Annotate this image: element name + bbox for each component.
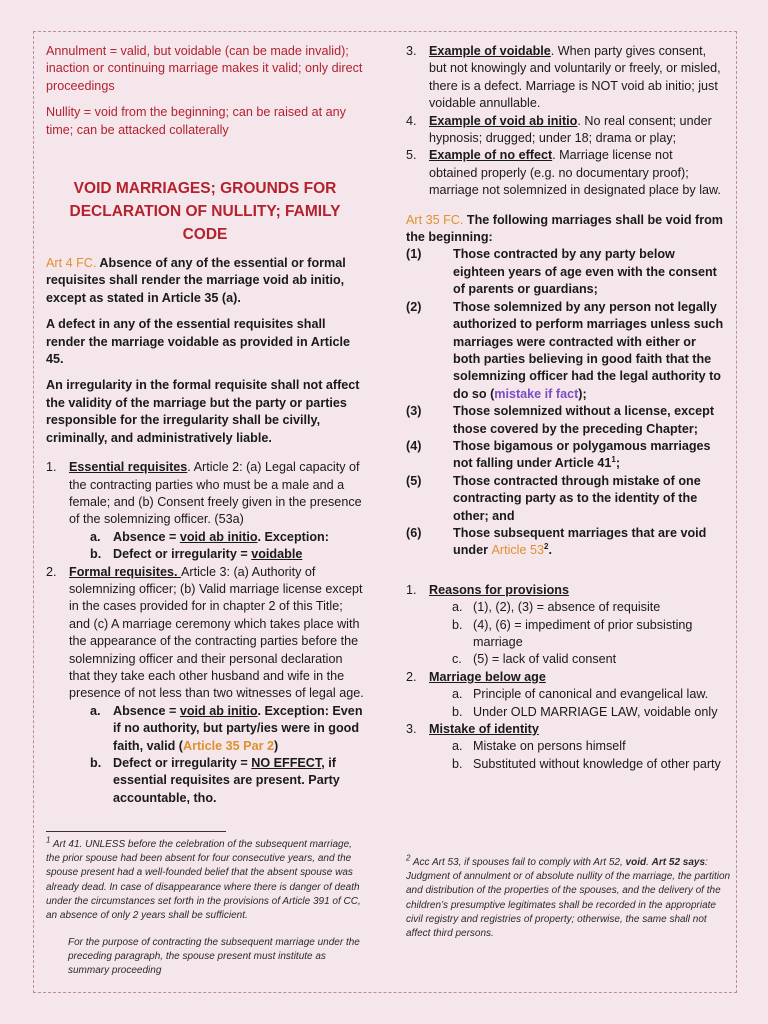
list-subitem: b. Substituted without knowledge of other party [452,756,721,771]
item-heading: Formal requisites. [69,564,181,579]
examples-list [406,43,724,200]
defect-paragraph: A defect in any of the essential requisites shall render the marriage voidable as provided in Article 45. [46,317,350,367]
formal-requisites-item: 2. Formal requisites. Article 3: (a) Authority of solemnizing officer; (b) Valid marriage license except in the cases provided for in chapter 2 of this Title; and (c) A marriage ceremony which takes place with the appearance of the contracting parties before the solemnizing officer and their personal declaration that they take each other husband and wife in the presence of not less than two witnesses of legal age. [46,564,364,701]
list-subitem: a. Mistake on persons himself [452,739,626,754]
essential-requisites-item: 1. Essential requisites. Article 2: (a) Legal capacity of the contracting parties who must be a male and a female; and (b) Consent freely given in the presence of the solemnizing officer. (53a) [46,460,362,527]
right-column [406,43,724,773]
list-item: 3. Mistake of identity [406,722,539,737]
footnote-2: $^2$ Acc Art 53, if spouses fail to comply with Art 52, void. Art 52 says: Judgment of annulment or of absolute nullity of the marriage, the partition and distribution of the properties of the spouses, and the delivery of the children’s presumptive legitimates shall be recorded in the appropriate civil registry and registries of property; otherwise, the same shall not affect third persons. [406,853,731,940]
art35-reference: Art 35 FC. [406,212,464,227]
article-35-par2-reference: Article 35 Par 2 [182,738,274,753]
list-item: 1. Reasons for provisions [406,582,569,597]
annulment-definition: Annulment = valid, but voidable (can be made invalid); inaction or continuing marriage makes it valid; only direct proceedings [46,44,363,93]
list-subitem: a. Principle of canonical and evangelical law. [452,687,709,702]
irregularity-paragraph: An irregularity in the formal requisite shall not affect the validity of the marriage but the party or parties responsible for the irregularity shall be civilly, criminally, and administratively liable. [46,378,360,445]
footnote-separator [46,831,226,832]
list-subitem: b. Defect or irregularity = voidable [90,547,303,562]
art35-list [406,246,724,559]
list-subitem: a. Absence = void ab initio. Exception: [90,529,329,544]
notes-list [406,582,724,773]
art4-reference: Art 4 FC. [46,256,97,271]
list-subitem: a. (1), (2), (3) = absence of requisite [452,600,661,615]
mistake-note: mistake if fact [494,386,579,401]
list-item: (1) Those contracted by any party below eighteen years of age even with the consent of parents or guardians; [406,247,717,297]
list-item: 3. Example of voidable. When party gives consent, but not knowingly and voluntarily or freely, or misled, there is a defect. Marriage is NOT void ab initio; just voidable annullable. [406,44,721,111]
article-53-reference: Article 53 [491,543,544,558]
list-subitem: b. (4), (6) = impediment of prior subsisting marriage [452,617,693,649]
footnote-1-continuation: For the purpose of contracting the subsequent marriage under the preceding paragraph, the spouse present must institute as summary proceeding [68,937,360,977]
list-item: (6) Those subsequent marriages that are void under Article $53^2$. [406,525,707,558]
list-item: 5. Example of no effect. Marriage license not obtained properly (e.g. no documentary proof); marriage not solemnized in designated place by law. [406,148,721,198]
list-item: (2) Those solemnized by any person not legally authorized to perform marriages unless such marriages were contracted with either or both parties believing in good faith that the solemnizing officer had the legal authority to do so (mistake if fact); [406,299,724,401]
nullity-definition: Nullity = void from the beginning; can be raised at any time; can be attacked collaterally [46,105,346,137]
art4-paragraph: Art 4 FC. Absence of any of the essential or formal requisites shall render the marriage void ab initio, except as stated in Article 35 (a). [46,256,346,305]
item-heading: Essential requisites [69,460,188,475]
list-item: 2. Marriage below age [406,669,546,684]
left-column [46,43,364,807]
list-subitem: b. Defect or irregularity = NO EFFECT, if essential requisites are present. Party accountable, tho. [90,756,340,805]
list-subitem: b. Under OLD MARRIAGE LAW, voidable only [452,704,718,719]
list-subitem: c. (5) = lack of valid consent [452,652,617,667]
list-item: (5) Those contracted through mistake of one contracting party as to the identity of the other; and [406,473,701,523]
list-subitem: a. Absence = void ab initio. Exception: Even if no authority, but party/ies were in good faith, valid (Article 35 Par 2) [90,703,363,753]
section-title: VOID MARRIAGES; GROUNDS FOR DECLARATION OF NULLITY; FAMILY CODE [69,180,341,244]
footnote-ref-2[interactable]: 2 [543,542,549,552]
list-item: 4. Example of void ab initio. No real consent; under hypnosis; drugged; under 18; drama or play; [406,113,712,146]
footnote-1: $^1$ Art 41. UNLESS before the celebration of the subsequent marriage, the prior spouse had been absent for four consecutive years, and the spouse present had a well-founded belief that the absent spouse was already dead. In case of disappearance where there is danger of death under the circumstances set forth in the provisions of Article 391 of CC, an absence of only 2 years shall be sufficient. [46,835,361,922]
art35-paragraph: Art 35 FC. The following marriages shall be void from the beginning: [406,212,724,245]
footnote-ref-1[interactable]: 1 [611,455,616,465]
list-item: (4) Those bigamous or polygamous marriages not falling under Article $41^1$; [406,438,711,471]
list-item: (3) Those solemnized without a license, except those covered by the preceding Chapter; [406,404,715,436]
